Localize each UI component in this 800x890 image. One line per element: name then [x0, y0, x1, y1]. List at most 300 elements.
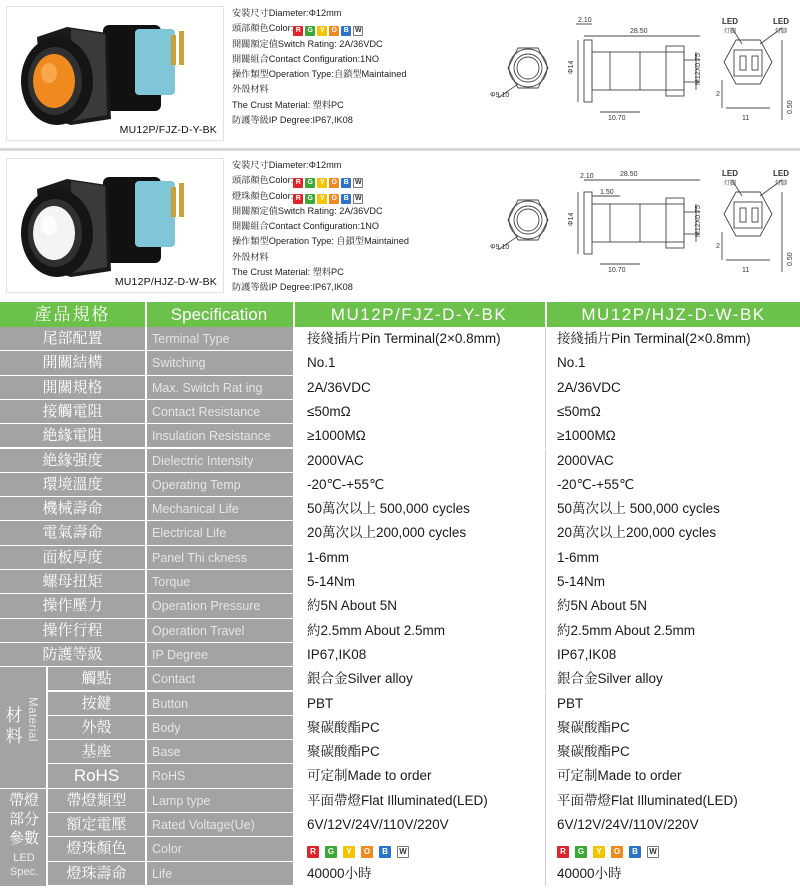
- column-divider: [545, 764, 546, 788]
- row-label-zh-text: 尾部配置: [42, 330, 103, 347]
- row-value-model-2: [547, 667, 800, 691]
- spec-configuration: 開關組合Contact Configuration:1NO: [232, 53, 380, 64]
- row-label-zh: [0, 546, 145, 570]
- column-divider: [293, 789, 295, 813]
- led-lens-white-icon: [33, 206, 75, 260]
- value-text: 可定制Made to order: [307, 768, 432, 784]
- color-chip-o: O: [329, 26, 339, 36]
- row-label-en: [145, 764, 293, 788]
- column-divider: [545, 570, 546, 594]
- row-value-model-2: [547, 862, 800, 886]
- row-label-en-text: Operating Temp: [152, 477, 241, 492]
- row-value-model-2: [547, 400, 800, 424]
- value-text: 2A/36VDC: [557, 379, 621, 395]
- value-text: 約5N About 5N: [557, 598, 648, 614]
- column-divider: [293, 327, 295, 351]
- value-text: 聚碳酸酯PC: [557, 744, 630, 760]
- row-label-zh-text: 接觸電阻: [42, 402, 103, 420]
- row-value-model-1: [293, 400, 545, 424]
- value-text: No.1: [307, 355, 336, 371]
- row-label-zh: [0, 424, 145, 448]
- spec-crust-zh: 外殼材料: [232, 251, 269, 262]
- row-label-zh-text: 防護等級: [42, 645, 103, 663]
- row-label-en-text: Max. Switch Rat ing: [152, 380, 263, 395]
- spec-head-color: 頭部顏色Color: R G Y O B W: [232, 173, 472, 188]
- led-label-right-zh: 灯脚: [775, 29, 788, 35]
- row-label-zh-text: 開關規格: [42, 378, 103, 396]
- row-label-zh: [0, 521, 145, 545]
- column-divider: [293, 716, 295, 740]
- column-divider: [545, 473, 546, 497]
- column-divider: [293, 740, 295, 764]
- led-label-left: LED: [722, 17, 738, 26]
- product-card-2: [0, 152, 800, 297]
- row-label-en-text: Dielectric Intensity: [152, 453, 254, 468]
- column-divider: [545, 546, 546, 570]
- row-label-zh: [0, 351, 145, 375]
- product-card-1: [0, 0, 800, 145]
- led-group-zh-line: 部分: [8, 810, 39, 828]
- row-label-zh-text: 機械壽命: [42, 500, 103, 518]
- row-value-model-2: [547, 327, 800, 351]
- dim-left-label: 2.10: [580, 173, 594, 180]
- dim-hex-label: Φ9.10: [490, 92, 510, 99]
- value-text: 約5N About 5N: [307, 598, 398, 614]
- led-label-left-zh: 灯脚: [724, 181, 737, 187]
- row-label-zh-text: 螺母扭矩: [42, 573, 103, 590]
- row-value-model-2: [547, 837, 800, 861]
- spec-lamp-color: 燈珠顏色Color: R G Y O B W: [232, 189, 472, 204]
- row-label-en: [145, 740, 293, 764]
- column-divider: [293, 692, 295, 716]
- row-label-zh-text: 絶緣電阻: [42, 427, 103, 445]
- column-divider: [145, 570, 147, 594]
- row-label-en: [145, 376, 293, 400]
- row-label-zh: [0, 400, 145, 424]
- row-value-model-1: [293, 764, 545, 788]
- value-text: 平面帶燈Flat Illuminated(LED): [307, 792, 488, 808]
- column-divider: [545, 497, 546, 521]
- column-divider: [545, 521, 546, 545]
- value-text: 銀合金Silver alloy: [307, 671, 413, 687]
- row-sublabel-zh: [48, 764, 145, 788]
- color-chip-b: B: [341, 178, 351, 188]
- color-chip-g: G: [575, 846, 587, 858]
- row-sublabel-zh-text: 燈珠壽命: [66, 864, 127, 882]
- value-text: 聚碳酸酯PC: [307, 719, 380, 735]
- row-value-model-1: [293, 497, 545, 521]
- row-sublabel-zh: [48, 740, 145, 764]
- color-chip-o: O: [611, 846, 623, 858]
- led-group-label: [0, 789, 46, 886]
- color-chip-y: Y: [317, 194, 327, 204]
- material-group-en: Material: [26, 697, 38, 743]
- row-value-model-1: [293, 594, 545, 618]
- color-chip-r: R: [293, 194, 303, 204]
- row-value-model-2: [547, 594, 800, 618]
- color-chip-o: O: [329, 178, 339, 188]
- column-divider: [145, 764, 147, 788]
- column-divider: [545, 424, 546, 448]
- color-chip-y: Y: [593, 846, 605, 858]
- product-photo: [6, 6, 224, 141]
- row-value-model-1: [293, 667, 545, 691]
- value-text: 平面帶燈Flat Illuminated(LED): [557, 792, 738, 808]
- row-label-en-text: IP Degree: [152, 647, 209, 662]
- row-label-zh-text: 絶緣强度: [42, 451, 103, 469]
- row-sublabel-zh-text: 帶燈類型: [66, 791, 127, 809]
- table-row: [0, 570, 800, 594]
- header-model-1: MU12P/FJZ-D-Y-BK: [330, 305, 508, 324]
- color-chip-o: O: [329, 194, 339, 204]
- column-divider: [545, 643, 546, 667]
- column-divider: [293, 400, 295, 424]
- column-divider: [145, 813, 147, 837]
- row-label-en: [145, 619, 293, 643]
- column-divider: [293, 837, 295, 861]
- row-value-model-2: [547, 692, 800, 716]
- dim-11-label: 11: [742, 115, 750, 122]
- table-row: [0, 667, 800, 691]
- column-divider: [145, 351, 147, 375]
- row-sublabel-zh-text: 基座: [81, 743, 112, 761]
- table-row: [0, 449, 800, 473]
- value-text: 約2.5mm About 2.5mm: [557, 622, 696, 638]
- color-chips: [293, 175, 365, 185]
- color-chip-g: G: [305, 178, 315, 188]
- dim-hex-label: Φ9.10: [490, 244, 510, 251]
- row-label-en: [145, 400, 293, 424]
- card-separator: [0, 148, 800, 151]
- row-value-model-1: [293, 570, 545, 594]
- color-chip-w: W: [354, 194, 362, 202]
- header-spec-en: Specification: [170, 305, 268, 324]
- row-label-en-text: Panel Thi ckness: [152, 550, 247, 565]
- row-label-zh-text: 開關結構: [42, 354, 103, 372]
- row-sublabel-zh: [48, 789, 145, 813]
- row-value-model-1: [293, 813, 545, 837]
- led-group-en: LED Spec.: [9, 851, 39, 878]
- table-row: [0, 692, 800, 716]
- material-group-label: [0, 667, 46, 788]
- row-label-en-text: Body: [152, 720, 181, 735]
- value-text: 6V/12V/24V/110V/220V: [557, 817, 699, 832]
- column-divider: [545, 862, 546, 886]
- column-divider: [145, 594, 147, 618]
- color-chips: [293, 23, 365, 33]
- row-label-en-text: Terminal Type: [152, 332, 230, 346]
- value-text: 可定制Made to order: [557, 768, 682, 784]
- value-text: 2000VAC: [307, 452, 364, 468]
- column-divider: [545, 449, 546, 473]
- value-text: 40000小時: [307, 865, 372, 881]
- row-value-model-1: [293, 740, 545, 764]
- dim-thread-label: M12X0.75: [695, 53, 702, 85]
- row-value-model-1: [293, 643, 545, 667]
- column-divider: [545, 692, 546, 716]
- table-row: [0, 521, 800, 545]
- led-label-right-zh: 灯脚: [775, 181, 788, 187]
- value-text: ≥1000MΩ: [307, 428, 366, 444]
- column-divider: [145, 837, 147, 861]
- column-divider: [145, 400, 147, 424]
- column-divider: [145, 546, 147, 570]
- row-value-model-2: [547, 740, 800, 764]
- row-label-en: [145, 521, 293, 545]
- column-divider: [545, 667, 546, 691]
- material-group-zh: 材料: [5, 706, 23, 747]
- color-chip-g: G: [305, 26, 315, 36]
- value-text: PBT: [557, 695, 584, 711]
- model-label: MU12P/HJZ-D-W-BK: [114, 276, 217, 288]
- spec-configuration: 開關組合Contact Configuration:1NO: [232, 221, 380, 232]
- row-value-model-1: [293, 619, 545, 643]
- row-value-model-1: [293, 424, 545, 448]
- color-chip-w: W: [647, 846, 659, 858]
- column-divider: [293, 376, 295, 400]
- row-sublabel-zh: [48, 837, 145, 861]
- color-chip-y: Y: [317, 178, 327, 188]
- table-row: [0, 546, 800, 570]
- row-sublabel-zh: [48, 667, 145, 691]
- row-label-zh: [0, 473, 145, 497]
- row-label-en: [145, 594, 293, 618]
- table-row: [0, 594, 800, 618]
- row-label-en-text: Operation Pressure: [152, 599, 261, 614]
- spec-ip: 防護等級IP Degree:IP67,IK08: [232, 115, 353, 126]
- column-divider: [545, 813, 546, 837]
- value-text: 20萬次以上200,000 cycles: [307, 525, 467, 541]
- color-chip-o: O: [361, 846, 373, 858]
- table-row: [0, 424, 800, 448]
- color-chip-r: R: [557, 846, 569, 858]
- table-row: [0, 619, 800, 643]
- row-label-en-text: Rated Voltage(Ue): [152, 818, 255, 832]
- table-row: [0, 740, 800, 764]
- row-label-zh: [0, 619, 145, 643]
- row-sublabel-zh-text: 燈珠顏色: [66, 840, 127, 858]
- row-label-zh: [0, 376, 145, 400]
- table-row: [0, 351, 800, 375]
- row-label-zh: [0, 643, 145, 667]
- table-row: [0, 837, 800, 861]
- column-divider: [293, 570, 295, 594]
- value-text: ≥1000MΩ: [557, 428, 616, 444]
- value-text: 1-6mm: [307, 549, 350, 565]
- dim-11-label: 11: [742, 267, 750, 274]
- row-sublabel-zh: [48, 692, 145, 716]
- dim-top-label: 28.50: [620, 171, 638, 178]
- switch-illustration: [7, 159, 225, 294]
- row-label-en: [145, 789, 293, 813]
- row-value-model-2: [547, 497, 800, 521]
- column-divider: [145, 376, 147, 400]
- row-label-en: [145, 643, 293, 667]
- row-value-model-2: [547, 473, 800, 497]
- header-divider: [145, 302, 147, 327]
- column-divider: [145, 789, 147, 813]
- row-label-zh-text: 操作壓力: [42, 597, 103, 615]
- value-text: 接綫插片Pin Terminal(2×0.8mm): [307, 331, 501, 346]
- row-value-model-2: [547, 764, 800, 788]
- row-label-en-text: Life: [152, 866, 173, 881]
- column-divider: [145, 521, 147, 545]
- value-text: -20℃-+55℃: [307, 476, 385, 492]
- column-divider: [293, 473, 295, 497]
- row-label-en-text: Contact: [152, 672, 196, 687]
- row-value-model-2: [547, 716, 800, 740]
- spec-crust: The Crust Material: 塑料PC: [232, 267, 344, 278]
- product-photo: [6, 158, 224, 293]
- column-divider: [145, 327, 147, 351]
- column-divider: [545, 716, 546, 740]
- column-divider: [545, 376, 546, 400]
- row-label-en: [145, 813, 293, 837]
- row-sublabel-zh-text: 額定電壓: [66, 816, 127, 833]
- led-group-zh-line: 參數: [8, 829, 39, 847]
- spec-operation: 操作類型Operation Type: 自鎖型Maintained: [232, 236, 410, 247]
- value-text: 銀合金Silver alloy: [557, 671, 663, 687]
- dim-inner-label: 1.50: [600, 189, 614, 196]
- row-value-model-2: [547, 813, 800, 837]
- row-label-en: [145, 716, 293, 740]
- column-divider: [293, 594, 295, 618]
- row-label-en: [145, 862, 293, 886]
- row-label-zh-text: 環境溫度: [42, 475, 103, 493]
- column-divider: [145, 862, 147, 886]
- column-divider: [293, 643, 295, 667]
- row-label-en-text: Mechanical Life: [152, 502, 239, 517]
- color-chip-b: B: [341, 26, 351, 36]
- column-divider: [145, 716, 147, 740]
- row-value-model-2: [547, 424, 800, 448]
- value-text: 6V/12V/24V/110V/220V: [307, 817, 449, 832]
- value-text: IP67,IK08: [557, 646, 617, 662]
- column-divider: [145, 667, 147, 691]
- column-divider: [145, 473, 147, 497]
- value-text: ≤50mΩ: [557, 403, 601, 419]
- row-value-model-1: [293, 473, 545, 497]
- value-text: 2000VAC: [557, 452, 614, 468]
- row-value-model-2: [547, 351, 800, 375]
- row-value-model-2: [547, 619, 800, 643]
- row-label-en-text: Base: [152, 745, 181, 760]
- dim-050-label: 0.50: [787, 100, 794, 114]
- row-value-model-2: [547, 570, 800, 594]
- value-text: 50萬次以上 500,000 cycles: [307, 501, 470, 517]
- row-value-model-1: [293, 327, 545, 351]
- column-divider: [293, 667, 295, 691]
- value-text: 2A/36VDC: [307, 379, 371, 395]
- row-label-en: [145, 497, 293, 521]
- column-divider: [545, 789, 546, 813]
- value-text: ≤50mΩ: [307, 403, 351, 419]
- row-label-en-text: Button: [152, 696, 189, 711]
- column-divider: [145, 497, 147, 521]
- row-value-model-1: [293, 789, 545, 813]
- spec-crust: The Crust Material: 塑料PC: [232, 99, 344, 110]
- table-row: [0, 813, 800, 837]
- color-chip-y: Y: [343, 846, 355, 858]
- row-label-en: [145, 837, 293, 861]
- row-label-en-text: Contact Resistance: [152, 404, 261, 419]
- value-text: 5-14Nm: [307, 574, 356, 589]
- header-model-2: MU12P/HJZ-D-W-BK: [581, 305, 766, 324]
- table-row: [0, 789, 800, 813]
- column-divider: [145, 619, 147, 643]
- row-sublabel-zh-text: 外殼: [81, 718, 112, 736]
- row-label-zh-text: 面板厚度: [42, 548, 103, 566]
- row-label-zh: [0, 449, 145, 473]
- row-label-zh: [0, 327, 145, 351]
- column-divider: [293, 546, 295, 570]
- dim-top-label: 28.50: [630, 28, 648, 35]
- row-label-en: [145, 546, 293, 570]
- column-divider: [293, 351, 295, 375]
- spec-rating: 開關額定值Switch Rating: 2A/36VDC: [232, 38, 383, 49]
- table-row: [0, 327, 800, 351]
- spec-list: [232, 158, 472, 296]
- color-chip-y: Y: [317, 26, 327, 36]
- column-divider: [293, 449, 295, 473]
- led-label-right: LED: [773, 169, 789, 178]
- spec-head-color: 頭部顏色Color: R G Y O B W: [232, 21, 472, 36]
- spec-list: [232, 6, 472, 128]
- row-label-en: [145, 473, 293, 497]
- row-label-zh-text: 操作行程: [42, 621, 103, 639]
- column-divider: [145, 643, 147, 667]
- column-divider: [545, 837, 546, 861]
- row-label-zh: [0, 570, 145, 594]
- row-sublabel-zh: [48, 813, 145, 837]
- row-sublabel-zh: [48, 862, 145, 886]
- color-chip-w: W: [354, 179, 362, 187]
- value-text: 約2.5mm About 2.5mm: [307, 622, 446, 638]
- row-sublabel-zh-text: 觸點: [81, 670, 112, 688]
- table-row: [0, 862, 800, 886]
- value-text: 聚碳酸酯PC: [557, 719, 630, 735]
- row-label-en: [145, 667, 293, 691]
- color-chip-b: B: [341, 194, 351, 204]
- column-divider: [145, 449, 147, 473]
- value-text: 接綫插片Pin Terminal(2×0.8mm): [557, 331, 751, 346]
- row-label-zh-text: 電氣壽命: [42, 524, 103, 542]
- row-label-zh: [0, 594, 145, 618]
- table-row: [0, 473, 800, 497]
- row-label-en-text: Insulation Resistance: [152, 429, 271, 444]
- model-label: MU12P/FJZ-D-Y-BK: [119, 124, 217, 136]
- table-row: [0, 716, 800, 740]
- led-group-zh: [4, 791, 44, 848]
- value-text: 20萬次以上200,000 cycles: [557, 525, 717, 541]
- spec-diameter: 安裝尺寸Diameter:Φ12mm: [232, 160, 342, 170]
- column-divider: [545, 400, 546, 424]
- column-divider: [293, 764, 295, 788]
- row-value-model-1: [293, 449, 545, 473]
- dim-050-label: 0.50: [787, 252, 794, 266]
- spec-ip: 防護等級IP Degree:IP67,IK08: [232, 282, 353, 293]
- dimension-drawing: [470, 152, 800, 297]
- column-divider: [545, 740, 546, 764]
- column-divider: [545, 327, 546, 351]
- dim-2-label: 2: [716, 243, 720, 250]
- dim-left-label: 2.10: [578, 17, 592, 24]
- row-label-zh: [0, 497, 145, 521]
- color-chips: [557, 837, 800, 861]
- row-value-model-1: [293, 376, 545, 400]
- row-value-model-2: [547, 376, 800, 400]
- row-value-model-1: [293, 521, 545, 545]
